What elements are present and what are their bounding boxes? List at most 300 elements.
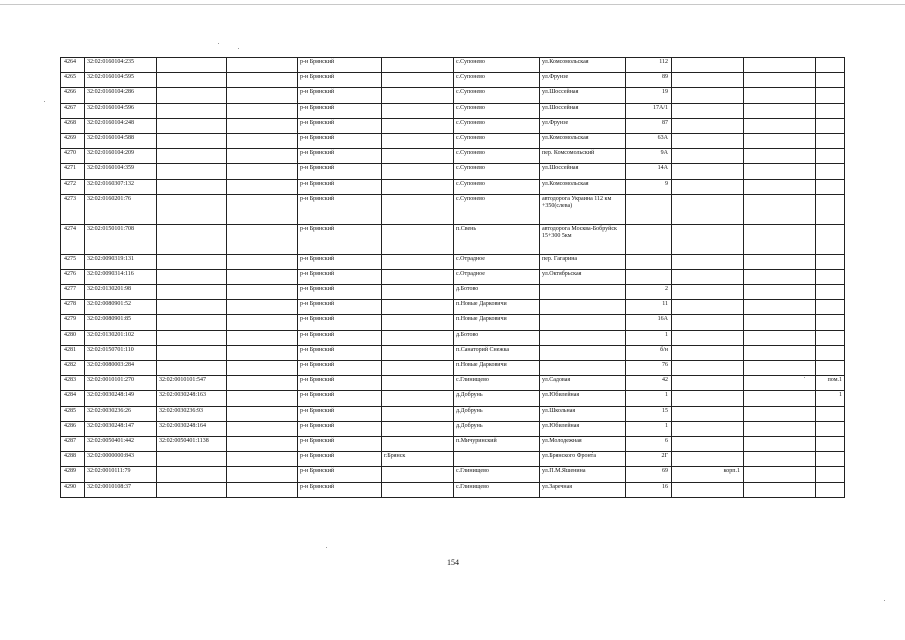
house-number: 112 <box>626 58 672 73</box>
scan-speck <box>44 101 45 102</box>
cadastral-number: 32:02:0160104:235 <box>85 58 157 73</box>
extra-cell <box>816 133 845 148</box>
empty-cell <box>227 345 298 360</box>
cadastral-number: 32:02:0160307:132 <box>85 179 157 194</box>
empty-cell <box>227 285 298 300</box>
locality-cell: с.Глинищево <box>454 376 540 391</box>
district-cell: р-н Брянский <box>298 452 382 467</box>
empty-cell <box>227 452 298 467</box>
street-cell: ул.Комсомольская <box>540 58 626 73</box>
empty-cell <box>227 179 298 194</box>
building-cell <box>672 391 744 406</box>
house-number: 16 <box>626 482 672 497</box>
street-cell: ул.Комсомольская <box>540 133 626 148</box>
empty-cell <box>744 406 816 421</box>
house-number: 14А <box>626 164 672 179</box>
extra-cell <box>816 103 845 118</box>
building-cell <box>672 436 744 451</box>
building-cell <box>672 421 744 436</box>
building-cell <box>672 285 744 300</box>
street-cell: ул.Октябрьская <box>540 269 626 284</box>
row-number: 4290 <box>61 482 85 497</box>
locality-cell: с.Супонево <box>454 149 540 164</box>
district-cell: р-н Брянский <box>298 285 382 300</box>
locality-cell: п.Новые Дарковичи <box>454 361 540 376</box>
empty-cell <box>227 194 298 224</box>
row-number: 4271 <box>61 164 85 179</box>
locality-cell: с.Супонево <box>454 118 540 133</box>
street-cell: ул.Юбилейная <box>540 421 626 436</box>
district-cell: р-н Брянский <box>298 421 382 436</box>
building-cell <box>672 73 744 88</box>
building-cell <box>672 103 744 118</box>
empty-cell <box>744 179 816 194</box>
extra-cell <box>816 345 845 360</box>
linked-cadastral-number <box>157 118 227 133</box>
street-cell: ул.Брянского Фронта <box>540 452 626 467</box>
building-cell: корп.1 <box>672 467 744 482</box>
building-cell <box>672 345 744 360</box>
locality-cell: с.Супонево <box>454 164 540 179</box>
locality-cell: п.Свень <box>454 224 540 254</box>
locality-cell: п.Новые Дарковичи <box>454 315 540 330</box>
table-row <box>61 103 845 118</box>
building-cell <box>672 300 744 315</box>
empty-cell <box>227 164 298 179</box>
cadastral-number: 32:02:0160104:596 <box>85 103 157 118</box>
town-cell <box>382 149 454 164</box>
empty-cell <box>227 118 298 133</box>
building-cell <box>672 406 744 421</box>
empty-cell <box>744 224 816 254</box>
table-row <box>61 421 845 436</box>
empty-cell <box>744 269 816 284</box>
house-number: 19 <box>626 88 672 103</box>
street-cell: автодорога Москва-Бобруйск 15+300 5км <box>540 224 626 254</box>
district-cell: р-н Брянский <box>298 73 382 88</box>
district-cell: р-н Брянский <box>298 194 382 224</box>
extra-cell: 1 <box>816 391 845 406</box>
town-cell <box>382 345 454 360</box>
linked-cadastral-number: 32:02:0050401:1138 <box>157 436 227 451</box>
locality-cell: п.Санаторий Снежка <box>454 345 540 360</box>
linked-cadastral-number: 32:02:0010101:547 <box>157 376 227 391</box>
locality-cell: с.Супонево <box>454 73 540 88</box>
cadastral-number: 32:02:0150101:708 <box>85 224 157 254</box>
locality-cell: с.Супонево <box>454 58 540 73</box>
house-number: 17А/1 <box>626 103 672 118</box>
street-cell: ул.Садовая <box>540 376 626 391</box>
house-number: 69 <box>626 467 672 482</box>
district-cell: р-н Брянский <box>298 133 382 148</box>
town-cell <box>382 224 454 254</box>
table-row <box>61 482 845 497</box>
linked-cadastral-number: 32:02:0030248:164 <box>157 421 227 436</box>
extra-cell <box>816 254 845 269</box>
cadastral-number: 32:02:0090319:131 <box>85 254 157 269</box>
house-number: 2 <box>626 285 672 300</box>
locality-cell: с.Глинищево <box>454 482 540 497</box>
building-cell <box>672 164 744 179</box>
house-number <box>626 254 672 269</box>
table-row <box>61 133 845 148</box>
table-row <box>61 58 845 73</box>
cadastral-number: 32:02:0130201:98 <box>85 285 157 300</box>
row-number: 4276 <box>61 269 85 284</box>
district-cell: р-н Брянский <box>298 88 382 103</box>
town-cell <box>382 421 454 436</box>
town-cell <box>382 73 454 88</box>
town-cell <box>382 133 454 148</box>
table-row <box>61 345 845 360</box>
cadastral-number: 32:02:0160104:286 <box>85 88 157 103</box>
cadastral-number: 32:02:0090314:116 <box>85 269 157 284</box>
town-cell: г.Брянск <box>382 452 454 467</box>
extra-cell <box>816 361 845 376</box>
cadastral-number: 32:02:0000000:843 <box>85 452 157 467</box>
extra-cell <box>816 467 845 482</box>
house-number: 89 <box>626 73 672 88</box>
cadastral-number: 32:02:0160104:588 <box>85 133 157 148</box>
house-number: 16А <box>626 315 672 330</box>
empty-cell <box>227 391 298 406</box>
town-cell <box>382 194 454 224</box>
row-number: 4287 <box>61 436 85 451</box>
extra-cell <box>816 149 845 164</box>
district-cell: р-н Брянский <box>298 224 382 254</box>
register-table <box>60 57 845 498</box>
linked-cadastral-number <box>157 149 227 164</box>
house-number: 87 <box>626 118 672 133</box>
empty-cell <box>744 103 816 118</box>
empty-cell <box>227 467 298 482</box>
district-cell: р-н Брянский <box>298 300 382 315</box>
linked-cadastral-number <box>157 194 227 224</box>
table-row <box>61 149 845 164</box>
table-row <box>61 452 845 467</box>
linked-cadastral-number <box>157 164 227 179</box>
linked-cadastral-number <box>157 467 227 482</box>
extra-cell <box>816 406 845 421</box>
linked-cadastral-number <box>157 133 227 148</box>
locality-cell: д.Добрунь <box>454 391 540 406</box>
street-cell: ул.Комсомольская <box>540 179 626 194</box>
empty-cell <box>227 73 298 88</box>
empty-cell <box>744 315 816 330</box>
locality-cell: д.Добрунь <box>454 406 540 421</box>
extra-cell: пом.1 <box>816 376 845 391</box>
linked-cadastral-number <box>157 103 227 118</box>
extra-cell <box>816 179 845 194</box>
house-number: 63А <box>626 133 672 148</box>
extra-cell <box>816 269 845 284</box>
town-cell <box>382 315 454 330</box>
house-number: 76 <box>626 361 672 376</box>
locality-cell: с.Супонево <box>454 179 540 194</box>
row-number: 4289 <box>61 467 85 482</box>
row-number: 4264 <box>61 58 85 73</box>
cadastral-number: 32:02:0160104:359 <box>85 164 157 179</box>
building-cell <box>672 361 744 376</box>
locality-cell: с.Супонево <box>454 133 540 148</box>
empty-cell <box>227 254 298 269</box>
street-cell: ул.Школьная <box>540 406 626 421</box>
extra-cell <box>816 421 845 436</box>
empty-cell <box>227 315 298 330</box>
extra-cell <box>816 330 845 345</box>
empty-cell <box>227 133 298 148</box>
street-cell: пер. Гагарина <box>540 254 626 269</box>
locality-cell: д.Добрунь <box>454 421 540 436</box>
row-number: 4280 <box>61 330 85 345</box>
street-cell <box>540 300 626 315</box>
linked-cadastral-number <box>157 58 227 73</box>
empty-cell <box>227 58 298 73</box>
empty-cell <box>744 482 816 497</box>
table-row <box>61 315 845 330</box>
row-number: 4282 <box>61 361 85 376</box>
empty-cell <box>227 421 298 436</box>
street-cell: ул.Заречная <box>540 482 626 497</box>
cadastral-number: 32:02:0050401:442 <box>85 436 157 451</box>
extra-cell <box>816 224 845 254</box>
empty-cell <box>744 164 816 179</box>
table-row <box>61 330 845 345</box>
row-number: 4268 <box>61 118 85 133</box>
empty-cell <box>744 149 816 164</box>
empty-cell <box>744 194 816 224</box>
empty-cell <box>227 149 298 164</box>
extra-cell <box>816 315 845 330</box>
locality-cell: с.Отрадное <box>454 269 540 284</box>
scan-speck <box>326 547 327 548</box>
street-cell <box>540 315 626 330</box>
cadastral-number: 32:02:0160104:595 <box>85 73 157 88</box>
town-cell <box>382 376 454 391</box>
cadastral-number: 32:02:0080003:284 <box>85 361 157 376</box>
empty-cell <box>227 300 298 315</box>
scan-speck <box>884 600 885 601</box>
town-cell <box>382 285 454 300</box>
empty-cell <box>227 103 298 118</box>
building-cell <box>672 133 744 148</box>
house-number: 42 <box>626 376 672 391</box>
empty-cell <box>744 58 816 73</box>
empty-cell <box>227 361 298 376</box>
district-cell: р-н Брянский <box>298 315 382 330</box>
house-number: 9 <box>626 179 672 194</box>
district-cell: р-н Брянский <box>298 164 382 179</box>
house-number: 2Г <box>626 452 672 467</box>
linked-cadastral-number: 32:02:0030248:163 <box>157 391 227 406</box>
town-cell <box>382 482 454 497</box>
cadastral-number: 32:02:0150701:110 <box>85 345 157 360</box>
linked-cadastral-number <box>157 73 227 88</box>
cadastral-number: 32:02:0080901:52 <box>85 300 157 315</box>
street-cell: ул.Молодежная <box>540 436 626 451</box>
district-cell: р-н Брянский <box>298 467 382 482</box>
page-number: 154 <box>447 558 459 567</box>
town-cell <box>382 88 454 103</box>
empty-cell <box>744 361 816 376</box>
town-cell <box>382 467 454 482</box>
town-cell <box>382 300 454 315</box>
house-number: 11 <box>626 300 672 315</box>
empty-cell <box>744 436 816 451</box>
district-cell: р-н Брянский <box>298 482 382 497</box>
building-cell <box>672 149 744 164</box>
town-cell <box>382 179 454 194</box>
cadastral-number: 32:02:0030248:147 <box>85 421 157 436</box>
extra-cell <box>816 58 845 73</box>
table-row <box>61 88 845 103</box>
empty-cell <box>744 88 816 103</box>
table-row <box>61 406 845 421</box>
town-cell <box>382 58 454 73</box>
linked-cadastral-number <box>157 482 227 497</box>
table-row <box>61 194 845 224</box>
street-cell <box>540 285 626 300</box>
building-cell <box>672 194 744 224</box>
building-cell <box>672 315 744 330</box>
town-cell <box>382 391 454 406</box>
town-cell <box>382 269 454 284</box>
row-number: 4284 <box>61 391 85 406</box>
house-number: 1 <box>626 421 672 436</box>
house-number: 1 <box>626 330 672 345</box>
scan-speck <box>238 48 239 49</box>
street-cell: ул.Шоссейная <box>540 103 626 118</box>
row-number: 4270 <box>61 149 85 164</box>
district-cell: р-н Брянский <box>298 345 382 360</box>
table-row <box>61 118 845 133</box>
district-cell: р-н Брянский <box>298 118 382 133</box>
linked-cadastral-number: 32:02:0030236:93 <box>157 406 227 421</box>
empty-cell <box>744 391 816 406</box>
row-number: 4275 <box>61 254 85 269</box>
street-cell: ул.Шоссейная <box>540 164 626 179</box>
table-row <box>61 164 845 179</box>
table-row <box>61 300 845 315</box>
empty-cell <box>227 436 298 451</box>
building-cell <box>672 254 744 269</box>
empty-cell <box>744 300 816 315</box>
house-number <box>626 224 672 254</box>
locality-cell: п.Новые Дарковичи <box>454 300 540 315</box>
empty-cell <box>227 376 298 391</box>
district-cell: р-н Брянский <box>298 269 382 284</box>
locality-cell: п.Мичуринский <box>454 436 540 451</box>
table-row <box>61 391 845 406</box>
cadastral-number: 32:02:0030236:26 <box>85 406 157 421</box>
building-cell <box>672 224 744 254</box>
extra-cell <box>816 300 845 315</box>
cadastral-number: 32:02:0010108:37 <box>85 482 157 497</box>
table-row <box>61 436 845 451</box>
street-cell: ул.Шоссейная <box>540 88 626 103</box>
table-row <box>61 224 845 254</box>
cadastral-number: 32:02:0130201:102 <box>85 330 157 345</box>
building-cell <box>672 452 744 467</box>
locality-cell: с.Отрадное <box>454 254 540 269</box>
empty-cell <box>227 224 298 254</box>
locality-cell: с.Глинищево <box>454 467 540 482</box>
street-cell <box>540 361 626 376</box>
town-cell <box>382 361 454 376</box>
building-cell <box>672 330 744 345</box>
building-cell <box>672 118 744 133</box>
house-number: 1 <box>626 391 672 406</box>
locality-cell <box>454 452 540 467</box>
extra-cell <box>816 88 845 103</box>
linked-cadastral-number <box>157 315 227 330</box>
extra-cell <box>816 164 845 179</box>
street-cell: ул.П.М.Яшенина <box>540 467 626 482</box>
street-cell: ул.Юбилейная <box>540 391 626 406</box>
extra-cell <box>816 194 845 224</box>
scan-top-edge <box>0 4 905 5</box>
district-cell: р-н Брянский <box>298 436 382 451</box>
extra-cell <box>816 452 845 467</box>
table-row <box>61 179 845 194</box>
town-cell <box>382 406 454 421</box>
row-number: 4281 <box>61 345 85 360</box>
cadastral-number: 32:02:0010111:79 <box>85 467 157 482</box>
linked-cadastral-number <box>157 300 227 315</box>
cadastral-number: 32:02:0030248:149 <box>85 391 157 406</box>
row-number: 4266 <box>61 88 85 103</box>
linked-cadastral-number <box>157 345 227 360</box>
table-row <box>61 467 845 482</box>
linked-cadastral-number <box>157 285 227 300</box>
table-row <box>61 73 845 88</box>
row-number: 4283 <box>61 376 85 391</box>
empty-cell <box>744 285 816 300</box>
house-number: 6 <box>626 436 672 451</box>
street-cell: ул.Фрунзе <box>540 118 626 133</box>
row-number: 4278 <box>61 300 85 315</box>
cadastral-number: 32:02:0010101:270 <box>85 376 157 391</box>
town-cell <box>382 436 454 451</box>
extra-cell <box>816 482 845 497</box>
empty-cell <box>227 482 298 497</box>
empty-cell <box>227 330 298 345</box>
empty-cell <box>744 73 816 88</box>
town-cell <box>382 164 454 179</box>
cadastral-number: 32:02:0160104:209 <box>85 149 157 164</box>
district-cell: р-н Брянский <box>298 254 382 269</box>
extra-cell <box>816 436 845 451</box>
table-row <box>61 269 845 284</box>
building-cell <box>672 376 744 391</box>
locality-cell: с.Супонево <box>454 88 540 103</box>
district-cell: р-н Брянский <box>298 330 382 345</box>
locality-cell: д.Ботово <box>454 330 540 345</box>
scan-speck <box>592 452 593 453</box>
building-cell <box>672 269 744 284</box>
locality-cell: с.Супонево <box>454 103 540 118</box>
empty-cell <box>744 452 816 467</box>
row-number: 4273 <box>61 194 85 224</box>
extra-cell <box>816 73 845 88</box>
row-number: 4288 <box>61 452 85 467</box>
linked-cadastral-number <box>157 452 227 467</box>
empty-cell <box>744 467 816 482</box>
street-cell: автодорога Украина 112 км +350(слева) <box>540 194 626 224</box>
row-number: 4277 <box>61 285 85 300</box>
street-cell: ул.Фрунзе <box>540 73 626 88</box>
row-number: 4285 <box>61 406 85 421</box>
